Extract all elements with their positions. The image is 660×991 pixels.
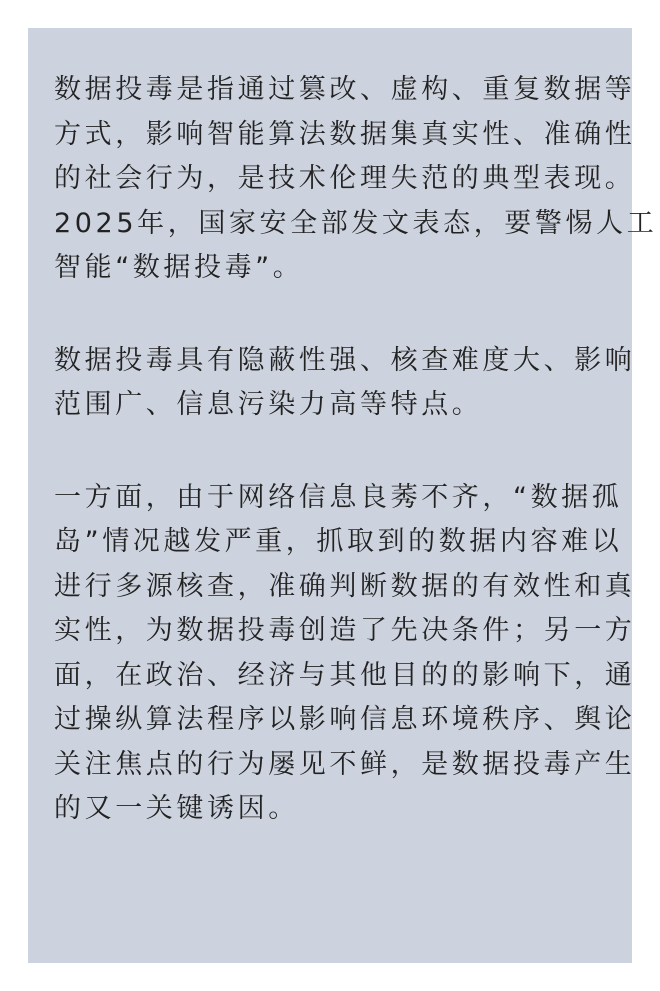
text-line: 关注焦点的行为屡见不鲜，是数据投毒产生 bbox=[54, 748, 636, 780]
text-line: 范围广、信息污染力高等特点。 bbox=[54, 389, 483, 420]
text-line: 面，在政治、经济与其他目的的影响下，通 bbox=[54, 659, 636, 691]
text-card bbox=[28, 28, 658, 963]
text-line: 进行多源核查，准确判断数据的有效性和真 bbox=[54, 570, 636, 602]
text-line: 数据投毒具有隐蔽性强、核查难度大、影响 bbox=[54, 344, 636, 376]
text-line: 过操纵算法程序以影响信息环境秩序、舆论 bbox=[54, 704, 636, 735]
text-line: 实性，为数据投毒创造了先决条件；另一方 bbox=[54, 615, 636, 646]
text-line: 的社会行为，是技术伦理失范的典型表现。 bbox=[54, 163, 636, 194]
text-line: 一方面，由于网络信息良莠不齐，“数据孤 bbox=[54, 481, 623, 513]
text-line: 岛”情况越发严重，抓取到的数据内容难以 bbox=[54, 526, 623, 557]
paragraph-causes bbox=[54, 476, 636, 832]
text-line: 2025年，国家安全部发文表态，要警惕人工 bbox=[54, 207, 658, 239]
text-line: 数据投毒是指通过篡改、虚构、重复数据等 bbox=[54, 74, 636, 105]
paragraph-characteristics bbox=[54, 339, 636, 428]
paragraph-definition bbox=[54, 68, 658, 291]
text-line: 方式，影响智能算法数据集真实性、准确性 bbox=[54, 118, 636, 150]
text-line: 智能“数据投毒”。 bbox=[54, 252, 304, 283]
text-line: 的又一关键诱因。 bbox=[54, 793, 299, 824]
